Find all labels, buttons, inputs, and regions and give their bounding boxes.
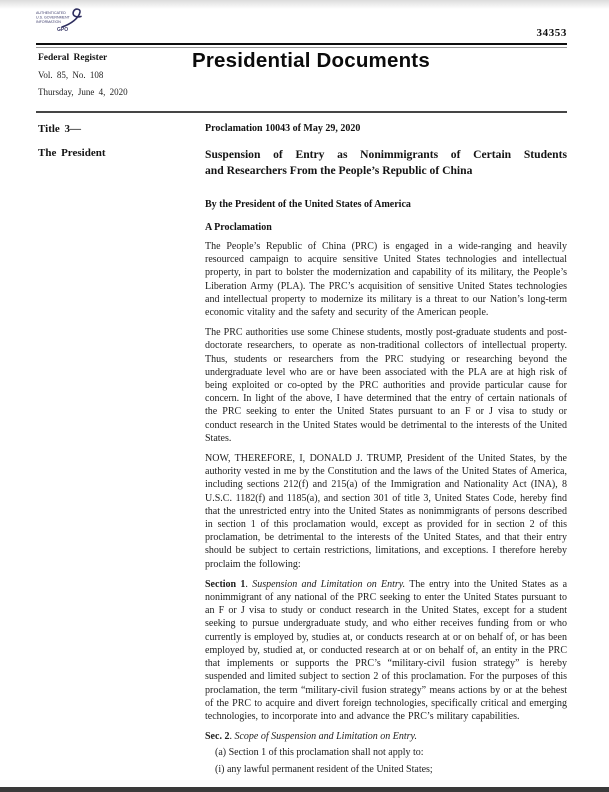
page-bottom-edge	[0, 787, 609, 792]
gpo-authentication-logo	[35, 7, 87, 39]
masthead-block	[38, 53, 198, 97]
publication-name: Federal Register	[38, 53, 108, 63]
gpo-logo-line2: U.S. GOVERNMENT	[36, 15, 70, 20]
gpo-logo-gpo: GPO	[57, 27, 69, 33]
proclamation-number-line: Proclamation 10043 of May 29, 2020	[205, 123, 361, 134]
page-top-shadow	[0, 0, 609, 9]
section-1-paragraph	[205, 578, 567, 723]
section-1-label: Section 1	[205, 578, 246, 590]
masthead-bottom-rule	[36, 111, 567, 113]
section-heading-presidential-documents: Presidential Documents	[192, 49, 430, 72]
title-sidebar	[38, 123, 188, 159]
document-title	[205, 147, 567, 178]
paragraph-3: NOW, THEREFORE, I, DONALD J. TRUMP, President of the United States, by the authority vested in me by the Constitution and the laws of the United States of America, including sections 212(f) and 215(a) of the Immigration and Nationality Act (INA), 8 U.S.C. 1182(f) and 1185(a), and section 301 of title 3, United States Code, hereby find that the unrestricted entry into the United States as nonimmigrants of persons described in section 1 of this proclamation would, except as provided for in section 2 of this proclamation, be detrimental to the interests of the United States, and that their entry should be subject to certain restrictions, limitations, and exceptions. I therefore hereby proclaim the following:	[205, 453, 567, 570]
section-1-italic-title: Suspension and Limitation on Entry.	[252, 578, 406, 590]
gpo-seal-icon	[35, 7, 87, 39]
paragraph-1: The People’s Republic of China (PRC) is engaged in a wide-ranging and heavily resourced campaign to acquire sensitive United States technologies and intellectual property, in part to bolster the modernization and capability of its military, the People’s Liberation Army (PLA). The PRC’s acquisition of sensitive United States technologies and intellectual property to modernize its military is a threat to our Nation’s long-term economic vitality and the safety and security of the American people.	[205, 241, 567, 319]
paragraph-2: The PRC authorities use some Chinese students, mostly post-graduate students and post-doctorate researchers, to operate as non-traditional collectors of intellectual property. Thus, students or researchers from the PRC studying or researching beyond the undergraduate level who are or have been associated with the PLA are at high risk of being exploited or co-opted by the PRC authorities and provide particular cause for concern. In light of the above, I have determined that the entry of certain nationals of the PRC seeking to enter the United States pursuant to an F or J visa to study or conduct research in the United States would be detrimental to the interests of the United States.	[205, 327, 567, 444]
document-title-line1: Suspension of Entry as Nonimmigrants of Certain Students	[205, 148, 567, 161]
the-president-label: The President	[38, 147, 106, 159]
clause-a: (a) Section 1 of this proclamation shall not apply to:	[215, 747, 424, 759]
page-number: 34353	[536, 27, 567, 39]
volume-line: Vol. 85, No. 108	[38, 70, 104, 80]
title3-label: Title 3—	[38, 123, 82, 135]
document-title-line2: and Researchers From the People’s Republic of China	[205, 163, 473, 177]
section-1-separator: .	[245, 578, 253, 590]
section-1-body: The entry into the United States as a nonimmigrant of any national of the PRC seeking to enter the United States pursuant to an F or J visa to study or conduct research in the United States, except for a student seeking to pursue undergraduate study, and who either receives funding from or who currently is employed by, studies at, or conducts research at or on behalf of, or has been employed by, studied at, or conducted research at or on behalf of, an entity in the PRC that implements or supports the PRC’s “military-civil fusion strategy” is hereby suspended and limited subject to section 2 of this proclamation. For the purposes of this proclamation, the term “military-civil fusion strategy” means actions by or at the behest of the PRC to acquire and divert foreign technologies, specifically critical and emerging technologies, to incorporate into and advance the PRC’s military capabilities.	[205, 578, 568, 722]
a-proclamation-heading: A Proclamation	[205, 222, 272, 233]
section-2-label: Sec. 2	[205, 731, 230, 743]
gpo-logo-line3: INFORMATION	[36, 20, 61, 25]
header-double-rule	[36, 43, 567, 48]
document-body	[205, 123, 567, 779]
gpo-logo-line1: AUTHENTICATED	[36, 11, 66, 15]
president-byline: By the President of the United States of America	[205, 199, 411, 210]
clause-i: (i) any lawful permanent resident of the United States;	[215, 763, 433, 775]
section-2-separator: .	[229, 731, 235, 743]
section-2-italic-title: Scope of Suspension and Limitation on Entry.	[234, 731, 417, 743]
issue-date: Thursday, June 4, 2020	[38, 87, 128, 97]
section-2-heading	[205, 730, 567, 743]
